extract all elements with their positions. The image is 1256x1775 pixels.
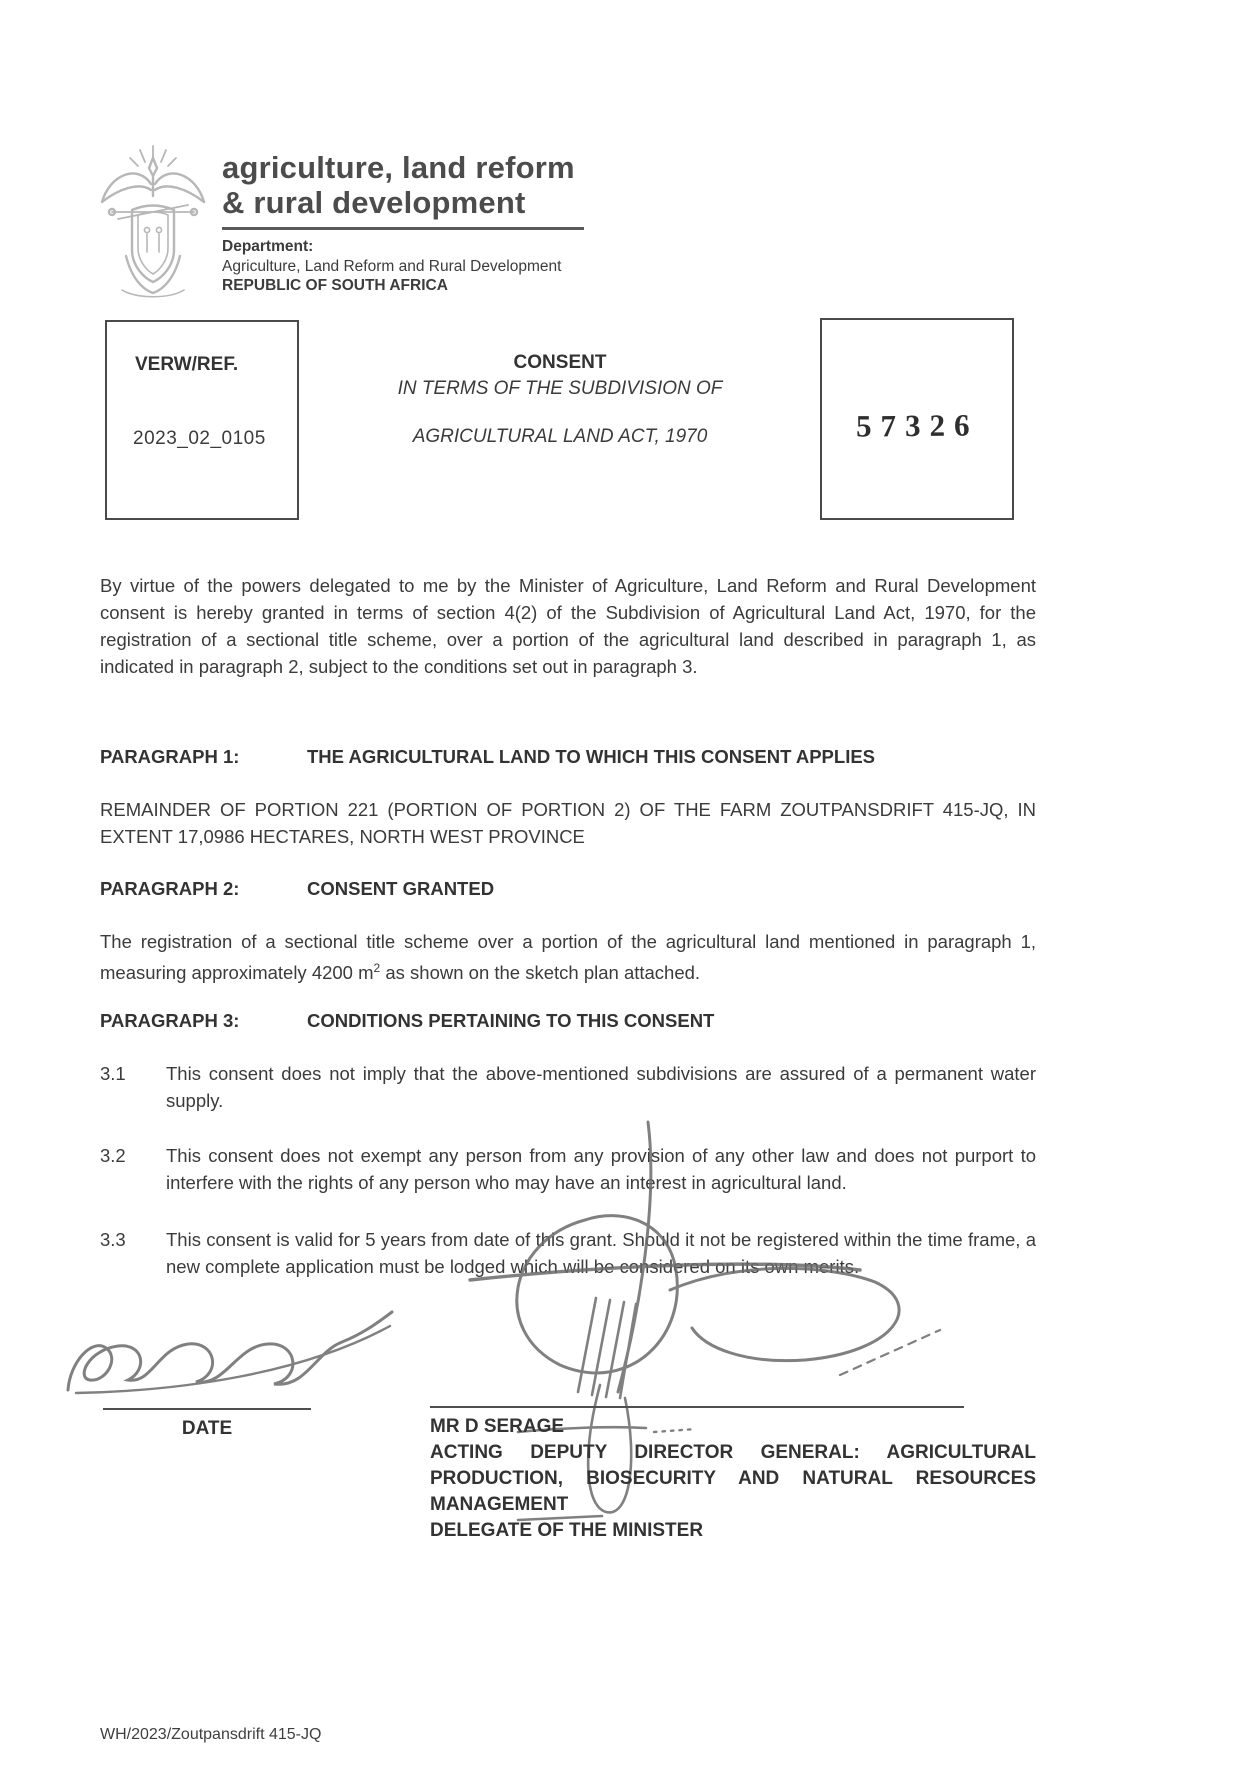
paragraph1-label: PARAGRAPH 1: bbox=[100, 746, 240, 767]
document-subtitle-line1: IN TERMS OF THE SUBDIVISION OF bbox=[397, 378, 723, 399]
paragraph1-heading bbox=[100, 744, 1036, 770]
paragraph3-title: CONDITIONS PERTAINING TO THIS CONSENT bbox=[307, 1010, 715, 1031]
paragraph2-text-end: as shown on the sketch plan attached. bbox=[380, 962, 701, 984]
paragraph1-body: REMAINDER OF PORTION 221 (PORTION OF PORTION 2) OF THE FARM ZOUTPANSDRIFT 415-JQ, IN EXTENT 17,0986 HECTARES, NORTH WEST PROVINCE bbox=[100, 799, 1036, 847]
condition-item bbox=[100, 1060, 1036, 1114]
signer-signature-line bbox=[430, 1406, 964, 1408]
department-header bbox=[222, 150, 862, 296]
department-title-line1: agriculture, land reform bbox=[222, 150, 575, 185]
document-title-block bbox=[350, 352, 770, 448]
signer-block bbox=[430, 1414, 1036, 1544]
header-divider bbox=[222, 227, 584, 230]
reference-label: VERW/REF. bbox=[135, 354, 239, 375]
paragraph2-title: CONSENT GRANTED bbox=[307, 878, 495, 899]
condition-item bbox=[100, 1226, 1036, 1280]
condition-text: This consent is valid for 5 years from date of this grant. Should it not be registered within the time frame, a new complete application must be lodged which will be considered on its own merits. bbox=[166, 1229, 1036, 1277]
paragraph3-heading bbox=[100, 1008, 1036, 1034]
signer-title-line: PRODUCTION, BIOSECURITY AND NATURAL RESOURCES bbox=[430, 1468, 1036, 1489]
department-label: Department: bbox=[222, 238, 314, 255]
condition-text: This consent does not imply that the above-mentioned subdivisions are assured of a permanent water supply. bbox=[166, 1063, 1036, 1111]
country-name: REPUBLIC OF SOUTH AFRICA bbox=[222, 277, 448, 294]
condition-text: This consent does not exempt any person from any provision of any other law and does not purport to interfere with the rights of any person who may have an interest in agricultural land. bbox=[166, 1145, 1036, 1193]
stamp-box bbox=[820, 318, 1014, 520]
date-label: DATE bbox=[181, 1418, 233, 1439]
reference-box bbox=[105, 320, 299, 520]
condition-item bbox=[100, 1142, 1036, 1196]
paragraph2-body bbox=[100, 928, 1036, 986]
department-name: Agriculture, Land Reform and Rural Development bbox=[222, 257, 562, 275]
document-title: CONSENT bbox=[513, 352, 607, 373]
reference-number: 2023_02_0105 bbox=[133, 428, 266, 449]
intro-paragraph: By virtue of the powers delegated to me by the Minister of Agriculture, Land Reform and Rural Development consent is hereby granted in terms of section 4(2) of the Subdivision of Agricultural Land Act, 1970, for the registration of a sectional title scheme, over a portion of the agricultural land described in paragraph 1, as indicated in paragraph 2, subject to the conditions set out in paragraph 3. bbox=[100, 575, 1036, 677]
paragraph1-title: THE AGRICULTURAL LAND TO WHICH THIS CONSENT APPLIES bbox=[307, 746, 876, 767]
signer-title-line: ACTING DEPUTY DIRECTOR GENERAL: AGRICULTURAL bbox=[430, 1442, 1036, 1463]
document-subtitle-line2: AGRICULTURAL LAND ACT, 1970 bbox=[412, 426, 708, 447]
department-title-line2: & rural development bbox=[222, 185, 526, 220]
coat-of-arms-logo bbox=[92, 138, 214, 300]
signer-title-line: MANAGEMENT bbox=[430, 1494, 569, 1515]
paragraph3-label: PARAGRAPH 3: bbox=[100, 1010, 240, 1031]
square-metre-superscript: 2 bbox=[373, 961, 381, 975]
signer-title-line: DELEGATE OF THE MINISTER bbox=[430, 1520, 704, 1541]
signer-name: MR D SERAGE bbox=[430, 1416, 565, 1437]
condition-number: 3.2 bbox=[100, 1145, 126, 1166]
stamp-number: 57326 bbox=[855, 407, 979, 444]
paragraph2-label: PARAGRAPH 2: bbox=[100, 878, 240, 899]
condition-number: 3.3 bbox=[100, 1229, 126, 1250]
paragraph2-text-start: The registration of a sectional title scheme over a portion of the agricultural land mentioned in paragraph 1, measuring approximately 4200 m bbox=[100, 931, 1036, 984]
condition-number: 3.1 bbox=[100, 1063, 126, 1084]
footer-reference: WH/2023/Zoutpansdrift 415-JQ bbox=[100, 1726, 322, 1743]
date-signature-line bbox=[103, 1408, 311, 1410]
paragraph2-heading bbox=[100, 876, 1036, 902]
